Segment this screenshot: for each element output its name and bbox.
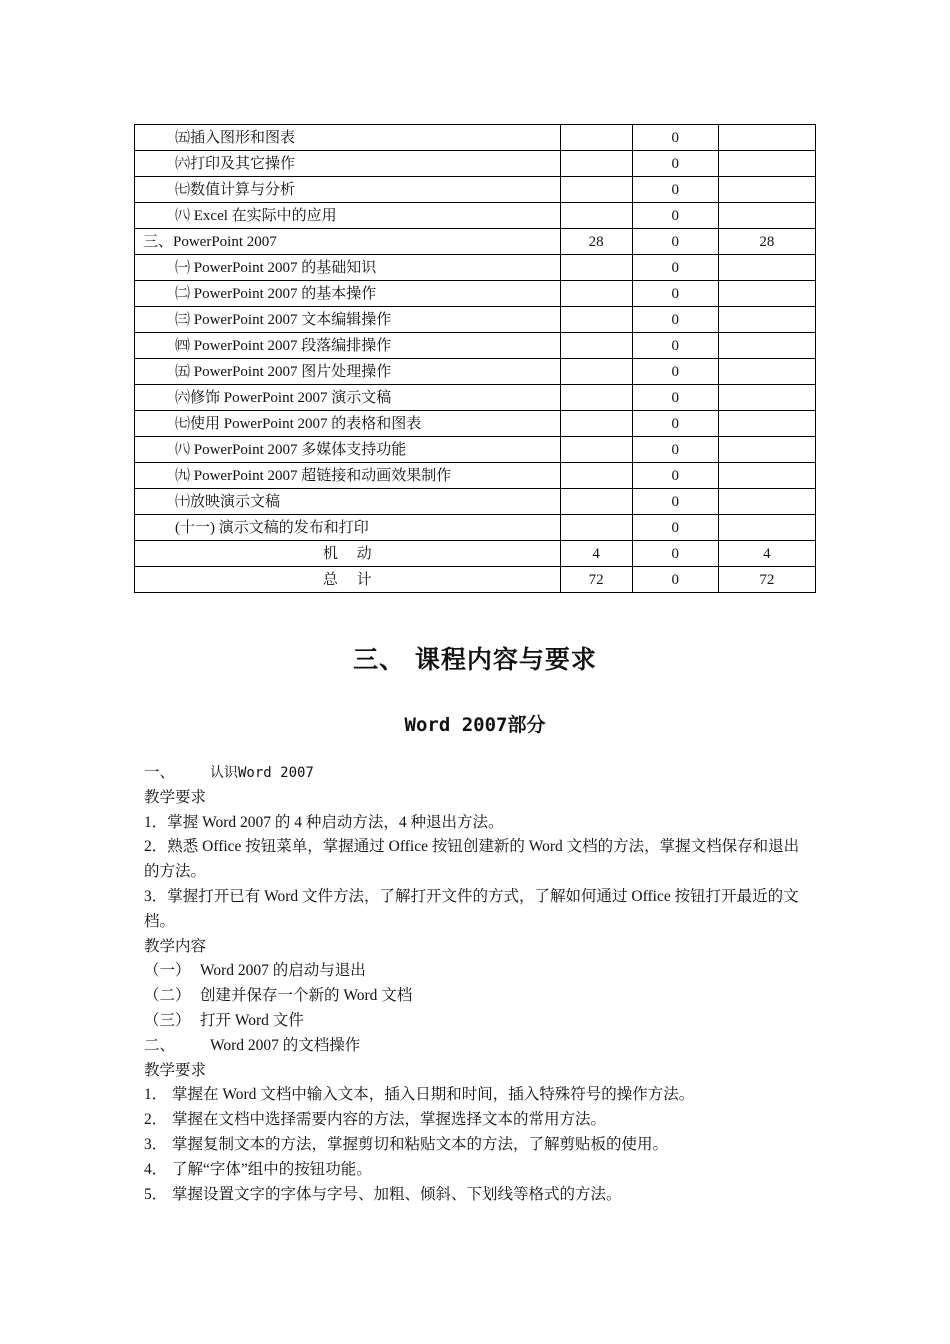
requirement-item: 2．熟悉 Office 按钮菜单，掌握通过 Office 按钮创建新的 Word 文档的方法，掌握文档保存和退出的方法。 — [144, 838, 800, 881]
requirement-item: 4． 了解“字体”组中的按钮功能。 — [144, 1160, 372, 1178]
course-content-body — [144, 761, 812, 1207]
hours-practice-cell — [718, 437, 815, 463]
chapter-heading: 三、 课程内容与要求 — [353, 645, 597, 674]
item-name-cell: ㈡ PowerPoint 2007 的基本操作 — [135, 281, 561, 307]
item-name-cell: ㈠ PowerPoint 2007 的基础知识 — [135, 255, 561, 281]
table-row — [135, 411, 816, 437]
hours-theory-cell: 0 — [632, 177, 718, 203]
hours-practice-cell — [718, 385, 815, 411]
table-row — [135, 281, 816, 307]
hours-total-cell — [560, 333, 632, 359]
content-item: （三） 打开 Word 文件 — [144, 1011, 304, 1029]
table-row — [135, 255, 816, 281]
hours-theory-cell: 0 — [632, 463, 718, 489]
hours-total-cell — [560, 385, 632, 411]
item-name-cell: ㈨ PowerPoint 2007 超链接和动画效果制作 — [135, 463, 561, 489]
hours-theory-cell: 0 — [632, 151, 718, 177]
hours-total-cell: 4 — [560, 541, 632, 567]
item-name-cell: (十一) 演示文稿的发布和打印 — [135, 515, 561, 541]
item-name-cell: ㈤插入图形和图表 — [135, 125, 561, 151]
hours-practice-cell: 72 — [718, 567, 815, 593]
hours-theory-cell: 0 — [632, 385, 718, 411]
hours-total-cell — [560, 515, 632, 541]
hours-theory-cell: 0 — [632, 489, 718, 515]
table-row — [135, 177, 816, 203]
item-name-cell: ㈩放映演示文稿 — [135, 489, 561, 515]
hours-theory-cell: 0 — [632, 307, 718, 333]
hours-theory-cell: 0 — [632, 541, 718, 567]
requirements-label: 教学要求 — [144, 1061, 207, 1079]
hours-practice-cell — [718, 203, 815, 229]
section-number: 二、 — [144, 1036, 176, 1054]
hours-total-cell — [560, 489, 632, 515]
hours-total-cell — [560, 307, 632, 333]
table-row — [135, 333, 816, 359]
table-row — [135, 567, 816, 593]
hours-theory-cell: 0 — [632, 359, 718, 385]
requirement-item: 5． 掌握设置文字的字体与字号、加粗、倾斜、下划线等格式的方法。 — [144, 1185, 622, 1203]
hours-practice-cell — [718, 359, 815, 385]
requirement-item: 1． 掌握在 Word 文档中输入文本，插入日期和时间，插入特殊符号的操作方法。 — [144, 1086, 695, 1104]
table-row — [135, 515, 816, 541]
item-name-cell: ㈦数值计算与分析 — [135, 177, 561, 203]
hours-total-cell — [560, 151, 632, 177]
hours-practice-cell — [718, 177, 815, 203]
requirements-label: 教学要求 — [144, 788, 207, 806]
hours-total-cell — [560, 125, 632, 151]
item-name-cell: 总 计 — [135, 567, 561, 593]
item-name-cell: 机 动 — [135, 541, 561, 567]
hours-total-cell — [560, 411, 632, 437]
hours-practice-cell — [718, 307, 815, 333]
hours-practice-cell — [718, 255, 815, 281]
hours-total-cell: 72 — [560, 567, 632, 593]
hours-total-cell — [560, 177, 632, 203]
table-row — [135, 307, 816, 333]
table-row — [135, 359, 816, 385]
hours-practice-cell — [718, 151, 815, 177]
section-title: Word 2007 的文档操作 — [210, 1036, 361, 1054]
hours-theory-cell: 0 — [632, 229, 718, 255]
table-row — [135, 437, 816, 463]
course-hours-table-body — [135, 125, 816, 593]
content-item: （二） 创建并保存一个新的 Word 文档 — [144, 987, 413, 1005]
section-heading — [144, 1034, 812, 1059]
requirement-item: 1．掌握 Word 2007 的 4 种启动方法，4 种退出方法。 — [144, 813, 504, 831]
hours-theory-cell: 0 — [632, 255, 718, 281]
table-row — [135, 229, 816, 255]
hours-theory-cell: 0 — [632, 411, 718, 437]
content-label: 教学内容 — [144, 937, 207, 955]
table-row — [135, 385, 816, 411]
hours-practice-cell — [718, 515, 815, 541]
hours-total-cell: 28 — [560, 229, 632, 255]
hours-practice-cell: 4 — [718, 541, 815, 567]
hours-practice-cell — [718, 281, 815, 307]
item-name-cell: ㈧ Excel 在实际中的应用 — [135, 203, 561, 229]
part-heading: Word 2007部分 — [404, 714, 546, 736]
hours-practice-cell: 28 — [718, 229, 815, 255]
requirement-item: 3．掌握打开已有 Word 文件方法，了解打开文件的方式，了解如何通过 Office 按钮打开最近的文档。 — [144, 887, 799, 930]
hours-practice-cell — [718, 125, 815, 151]
content-item: （一） Word 2007 的启动与退出 — [144, 962, 366, 980]
requirement-item: 3． 掌握复制文本的方法，掌握剪切和粘贴文本的方法，了解剪贴板的使用。 — [144, 1135, 669, 1153]
item-name-cell: ㈥打印及其它操作 — [135, 151, 561, 177]
hours-practice-cell — [718, 463, 815, 489]
item-name-cell: 三、PowerPoint 2007 — [135, 229, 561, 255]
hours-total-cell — [560, 359, 632, 385]
table-row — [135, 541, 816, 567]
hours-practice-cell — [718, 333, 815, 359]
table-row — [135, 463, 816, 489]
hours-theory-cell: 0 — [632, 125, 718, 151]
hours-theory-cell: 0 — [632, 281, 718, 307]
table-row — [135, 489, 816, 515]
section-number: 一、 — [144, 764, 176, 781]
hours-total-cell — [560, 437, 632, 463]
item-name-cell: ㈣ PowerPoint 2007 段落编排操作 — [135, 333, 561, 359]
hours-theory-cell: 0 — [632, 333, 718, 359]
item-name-cell: ㈤ PowerPoint 2007 图片处理操作 — [135, 359, 561, 385]
hours-total-cell — [560, 281, 632, 307]
item-name-cell: ㈦使用 PowerPoint 2007 的表格和图表 — [135, 411, 561, 437]
hours-practice-cell — [718, 411, 815, 437]
table-row — [135, 203, 816, 229]
hours-theory-cell: 0 — [632, 203, 718, 229]
hours-total-cell — [560, 255, 632, 281]
requirement-item: 2． 掌握在文档中选择需要内容的方法，掌握选择文本的常用方法。 — [144, 1111, 607, 1129]
item-name-cell: ㈢ PowerPoint 2007 文本编辑操作 — [135, 307, 561, 333]
hours-theory-cell: 0 — [632, 567, 718, 593]
section-title: 认识Word 2007 — [210, 765, 314, 781]
item-name-cell: ㈥修饰 PowerPoint 2007 演示文稿 — [135, 385, 561, 411]
table-row — [135, 151, 816, 177]
item-name-cell: ㈧ PowerPoint 2007 多媒体支持功能 — [135, 437, 561, 463]
table-row — [135, 125, 816, 151]
hours-theory-cell: 0 — [632, 515, 718, 541]
section-heading — [144, 761, 812, 786]
hours-practice-cell — [718, 489, 815, 515]
hours-total-cell — [560, 203, 632, 229]
hours-total-cell — [560, 463, 632, 489]
hours-theory-cell: 0 — [632, 437, 718, 463]
course-hours-table — [134, 124, 816, 593]
